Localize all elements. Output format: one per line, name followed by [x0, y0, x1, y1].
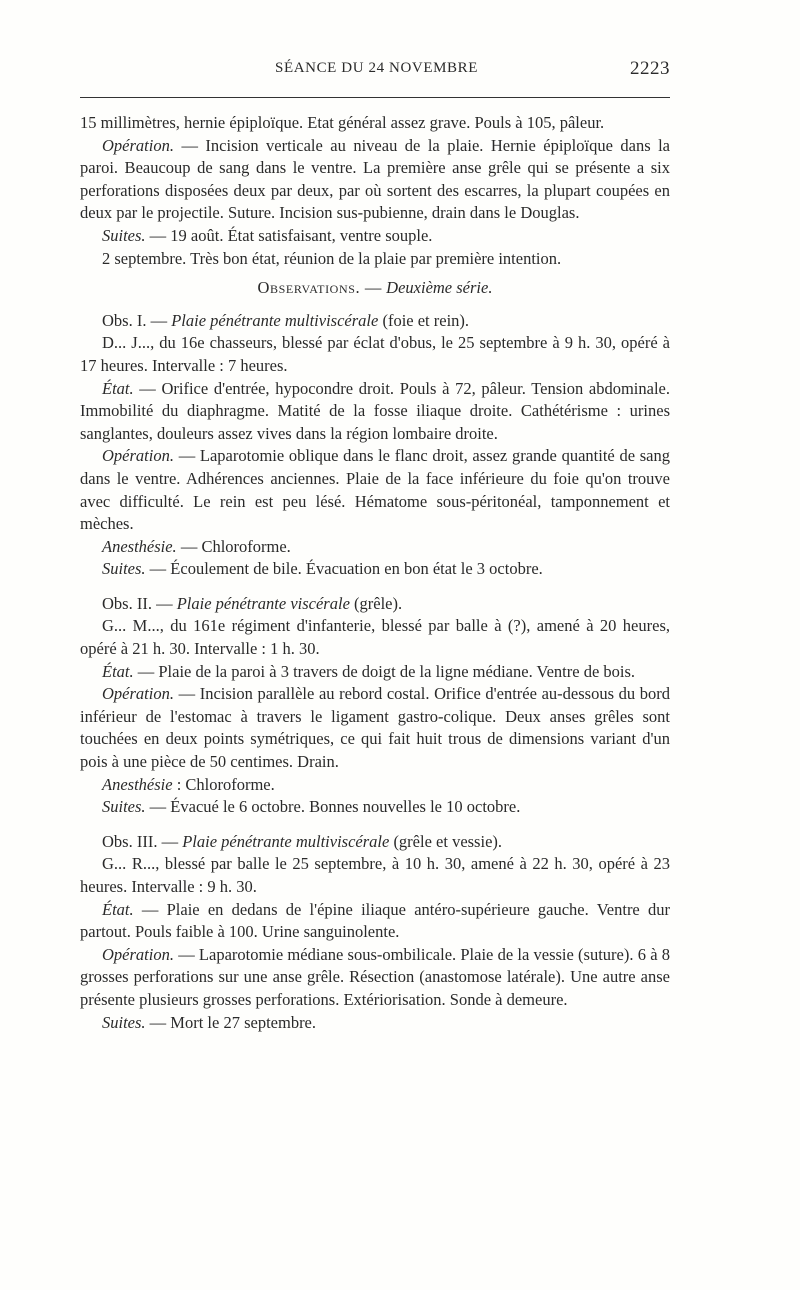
spacer [80, 819, 670, 831]
anesthesie-label: Anesthésie. [102, 536, 177, 556]
obs1-ref: Obs. I. [102, 310, 147, 330]
operation-text: — Laparotomie médiane sous-ombilicale. Plaie de la vessie (suture). 6 à 8 grosses perforations sur une anse grêle. Résection (anastomose latérale). Une autre anse présente plusieurs grosses perforations. Extériorisation. Sonde à demeure. [80, 944, 670, 1009]
obs2-patient: G... M..., du 161e régiment d'infanterie, blessé par balle à (?), amené à 20 heures, opéré à 21 h. 30. Intervalle : 1 h. 30. [80, 616, 670, 659]
obs2-dash: — [151, 593, 177, 613]
obs2-etat [80, 661, 670, 684]
operation-text: — Laparotomie oblique dans le flanc droit, assez grande quantité de sang dans le ventre. Adhérences anciennes. Plaie de la face inférieure du foie qu'on trouve avec difficulté. Le rein est peu lésé. Hématome sous-péritonéal, tamponnement et mèches. [80, 446, 670, 534]
operation-label: Opération. [102, 135, 174, 155]
obs3-ref: Obs. III. [102, 831, 158, 851]
obs3-dash: — [157, 831, 183, 851]
obs3-title: Plaie pénétrante multiviscérale [182, 831, 390, 851]
suites-text: — 19 août. État satisfaisant, ventre souple. [145, 225, 433, 245]
obs3-title-suffix: (grêle et vessie). [389, 831, 503, 851]
intro-september-paragraph: 2 septembre. Très bon état, réunion de la plaie par première intention. [102, 248, 562, 268]
operation-label: Opération. [102, 944, 174, 964]
page-body [80, 112, 670, 1034]
obs1-heading [80, 310, 670, 333]
obs2-ref: Obs. II. [102, 593, 152, 613]
obs3-suites [80, 1012, 670, 1035]
obs3-etat [80, 899, 670, 944]
obs1-suites [80, 558, 670, 581]
obs2-heading [80, 593, 670, 616]
obs1-anesthesie [80, 536, 670, 559]
section-title [80, 277, 670, 300]
obs1-patient: D... J..., du 16e chasseurs, blessé par éclat d'obus, le 25 septembre à 9 h. 30, opéré à 17 heures. Intervalle : 7 heures. [80, 333, 670, 375]
intro-operation-paragraph [80, 135, 670, 225]
obs3-operation [80, 944, 670, 1012]
header-rule [80, 97, 670, 98]
obs1-dash: — [146, 310, 172, 330]
obs2-suites [80, 796, 670, 819]
obs2-operation [80, 683, 670, 773]
suites-text: — Évacué le 6 octobre. Bonnes nouvelles le 10 octobre. [145, 797, 521, 817]
obs3-heading [80, 831, 670, 854]
page-header [80, 58, 670, 84]
suites-label: Suites. [102, 1012, 146, 1032]
obs1-title: Plaie pénétrante multiviscérale [171, 310, 379, 330]
etat-text: — Plaie de la paroi à 3 travers de doigt de la ligne médiane. Ventre de bois. [133, 661, 636, 681]
obs1-operation [80, 445, 670, 535]
running-head: SÉANCE DU 24 NOVEMBRE [275, 60, 479, 76]
anesthesie-text: : Chloroforme. [172, 774, 275, 794]
suites-label: Suites. [102, 559, 146, 579]
etat-text: — Plaie en dedans de l'épine iliaque antéro-supérieure gauche. Ventre dur partout. Pouls faible à 100. Urine sanguinolente. [80, 899, 670, 942]
operation-text: — Incision verticale au niveau de la plaie. Hernie épiploïque dans la paroi. Beaucoup de sang dans le ventre. La première anse grêle qui se présente a six perforations disposées deux par deux, par où sortent des escarres, la plupart coupées en deux par le projectile. Suture. Incision sus-pubienne, drain dans le Douglas. [80, 135, 670, 223]
section-title-prefix: Observations. — [257, 278, 383, 298]
obs1-etat [80, 378, 670, 446]
suites-text: — Écoulement de bile. Évacuation en bon état le 3 octobre. [145, 559, 543, 579]
section-title-italic: Deuxième série. [386, 278, 493, 298]
page-number: 2223 [630, 58, 670, 79]
obs2-title: Plaie pénétrante viscérale [176, 593, 350, 613]
anesthesie-text: — Chloroforme. [176, 536, 291, 556]
intro-suites-paragraph [80, 225, 670, 248]
spacer [80, 581, 670, 593]
suites-text: — Mort le 27 septembre. [145, 1012, 317, 1032]
obs3-patient: G... R..., blessé par balle le 25 septembre, à 10 h. 30, amené à 22 h. 30, opéré à 23 heures. Intervalle : 9 h. 30. [80, 854, 670, 896]
etat-text: — Orifice d'entrée, hypocondre droit. Pouls à 72, pâleur. Tension abdominale. Immobilité du diaphragme. Matité de la fosse iliaque droite. Cathétérisme : urines sanglantes, douleurs assez vives dans la région lombaire droite. [80, 378, 670, 443]
intro-first-line: 15 millimètres, hernie épiploïque. Etat général assez grave. Pouls à 105, pâleur. [80, 113, 605, 132]
suites-label: Suites. [102, 225, 146, 245]
etat-label: État. [102, 899, 134, 919]
operation-label: Opération. [102, 684, 174, 704]
suites-label: Suites. [102, 797, 146, 817]
obs2-anesthesie [80, 774, 670, 797]
operation-text: — Incision parallèle au rebord costal. Orifice d'entrée au-dessous du bord inférieur de l'estomac à travers le ligament gastro-colique. Deux anses grêles sont touchées en deux points symétriques, ce qui fait huit trous de dimensions variant d'un pois à une pièce de 50 centimes. Drain. [80, 684, 670, 772]
anesthesie-label: Anesthésie [102, 774, 173, 794]
obs2-title-suffix: (grêle). [349, 593, 403, 613]
operation-label: Opération. [102, 446, 174, 466]
etat-label: État. [102, 661, 134, 681]
obs1-title-suffix: (foie et rein). [378, 310, 470, 330]
etat-label: État. [102, 378, 134, 398]
